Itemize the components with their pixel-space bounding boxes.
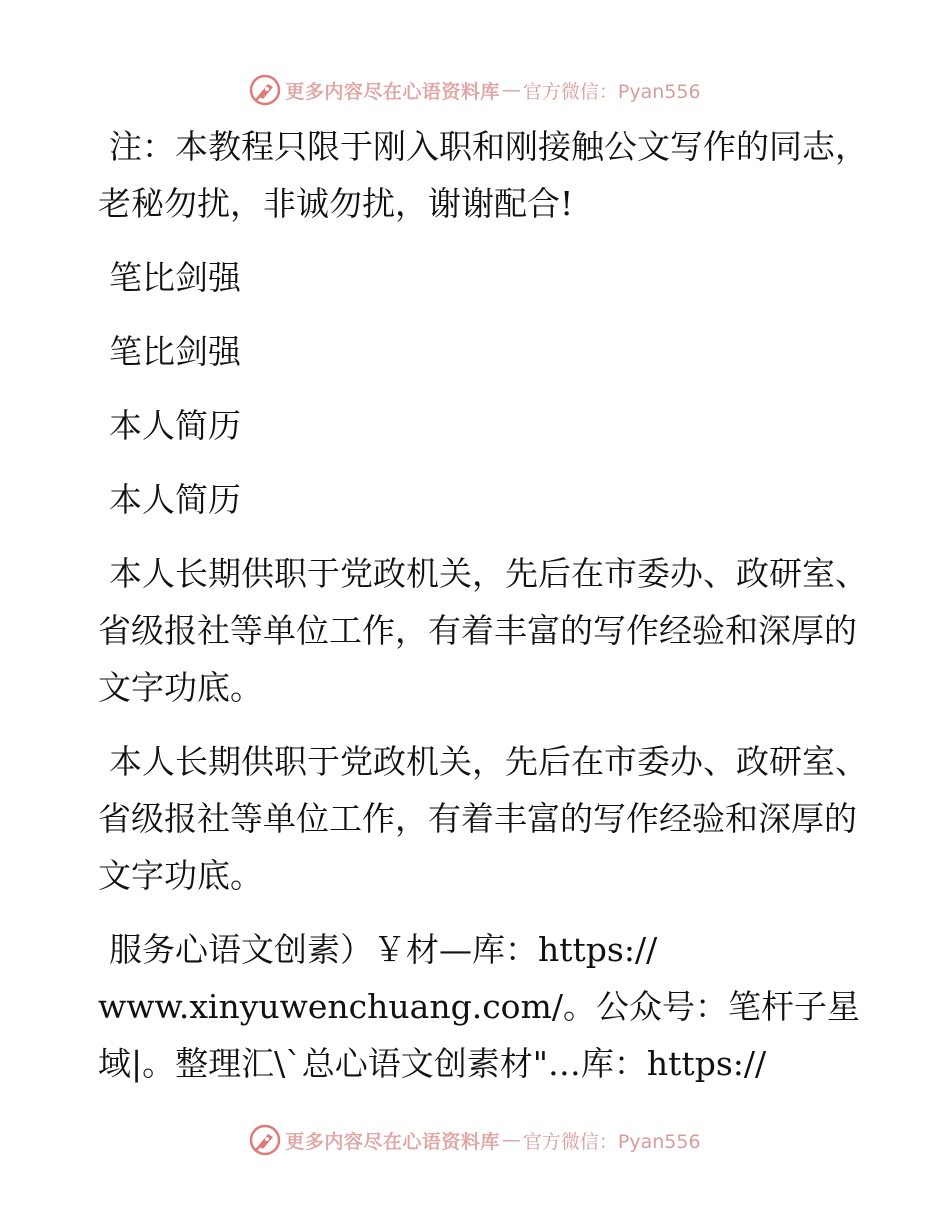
motto-line: 笔比剑强 xyxy=(109,258,241,297)
pen-nib-logo-icon xyxy=(249,74,281,106)
motto-line: 笔比剑强 xyxy=(109,332,241,371)
service-paragraph: 服务心语文创素）￥材—库：https:// www.xinyuwenchuang.com/。公众号：笔杆子星 域|。整理汇\`总心语文创素材"…库：https:// xyxy=(98,930,860,1083)
resume-heading: 本人简历 xyxy=(109,480,241,519)
document-body xyxy=(98,118,868,1109)
pen-nib-logo-icon xyxy=(249,1124,281,1156)
banner-site-text: 更多内容尽在心语资料库 xyxy=(285,1130,500,1153)
notice-paragraph: 注：本教程只限于刚入职和刚接触公文写作的同志，老秘勿扰，非诚勿扰，谢谢配合! xyxy=(98,127,868,223)
header-watermark-banner xyxy=(0,70,950,110)
bio-paragraph: 本人长期供职于党政机关，先后在市委办、政研室、省级报社等单位工作，有着丰富的写作经验和深厚的文字功底。 xyxy=(98,554,868,707)
banner-dash: — xyxy=(501,1129,521,1151)
bio-paragraph: 本人长期供职于党政机关，先后在市委办、政研室、省级报社等单位工作，有着丰富的写作经验和深厚的文字功底。 xyxy=(98,742,868,895)
resume-heading: 本人简历 xyxy=(109,406,241,445)
banner-site-text: 更多内容尽在心语资料库 xyxy=(285,80,500,103)
banner-wechat-text: 官方微信：Pyan556 xyxy=(522,1130,701,1153)
banner-dash: — xyxy=(501,79,521,101)
banner-wechat-text: 官方微信：Pyan556 xyxy=(522,80,701,103)
footer-watermark-banner xyxy=(0,1120,950,1160)
